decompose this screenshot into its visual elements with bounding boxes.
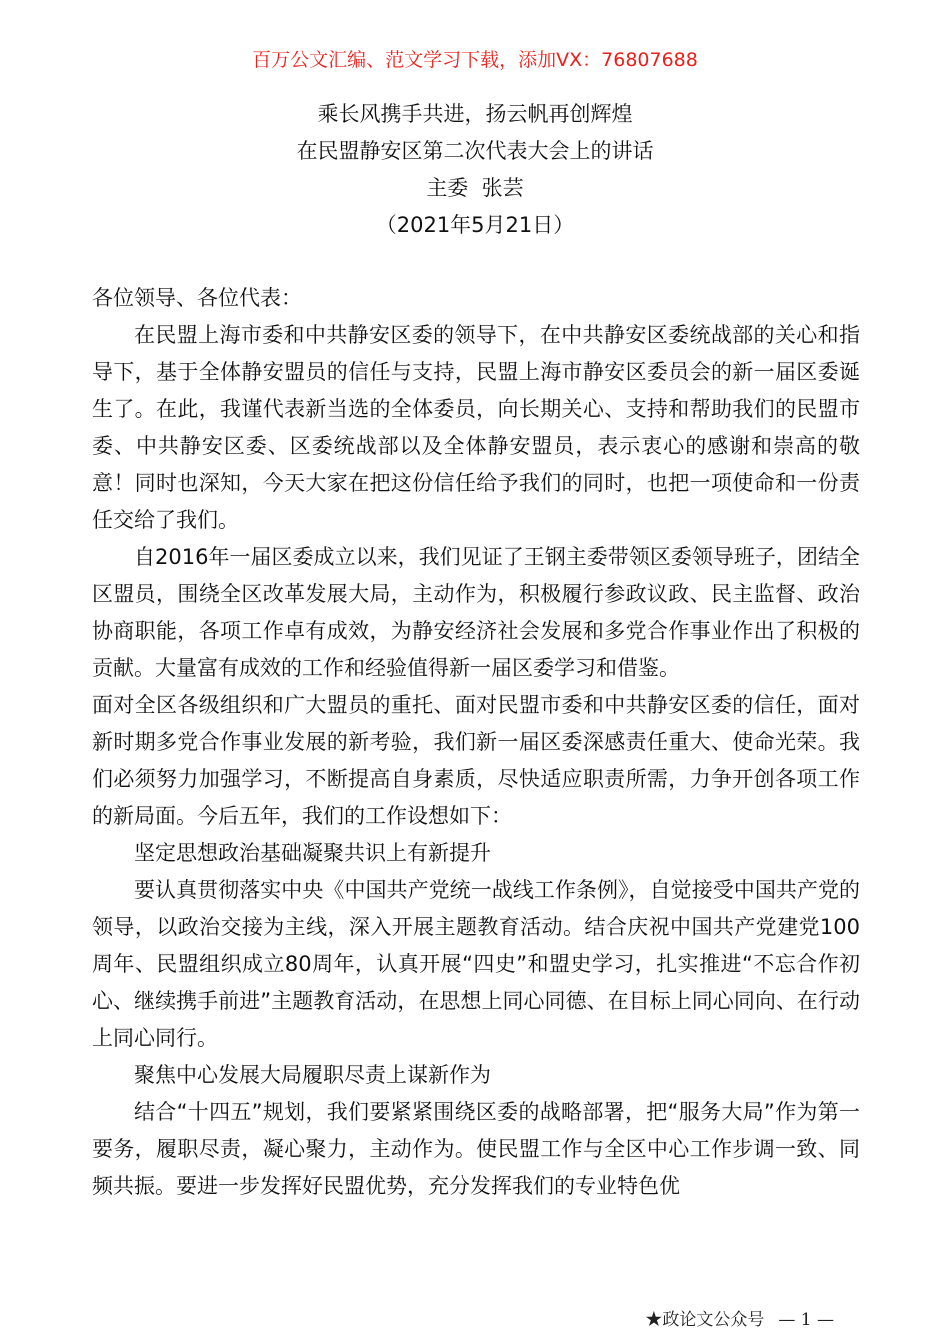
document-title: 乘长风携手共进，扬云帆再创辉煌 [317,102,633,126]
document-subtitle: 在民盟静安区第二次代表大会上的讲话 [296,139,654,163]
paragraph: 自2016年一届区委成立以来，我们见证了王钢主委带领区委领导班子，团结全区盟员，围绕全区改革发展大局，主动作为，积极履行参政议政、民主监督、政治协商职能，各项工作卓有成效，为静安经济社会发展和多党合作事业作出了积极的贡献。大量富有成效的工作和经验值得新一届区委学习和借鉴。 [92,545,860,680]
document-header [0,96,950,244]
paragraph: 在民盟上海市委和中共静安区委的领导下，在中共静安区委统战部的关心和指导下，基于全体静安盟员的信任与支持，民盟上海市静安区委员会的新一届区委诞生了。在此，我谨代表新当选的全体委员，向长期关心、支持和帮助我们的民盟市委、中共静安区委、区委统战部以及全体静安盟员，表示衷心的感谢和崇高的敬意！同时也深知，今天大家在把这份信任给予我们的同时，也把一项使命和一份责任交给了我们。 [92,323,860,532]
document-author: 主委 张芸 [426,176,524,200]
page-footer [645,1308,834,1332]
page-number: — 1 — [778,1310,834,1330]
promo-banner: 百万公文汇编、范文学习下载，添加VX：76807688 [252,49,698,71]
section-heading: 聚焦中心发展大局履职尽责上谋新作为 [134,1063,491,1087]
paragraph: 要认真贯彻落实中央《中国共产党统一战线工作条例》，自觉接受中国共产党的领导，以政治交接为主线，深入开展主题教育活动。结合庆祝中国共产党建党100周年、民盟组织成立80周年，认真开展“四史”和盟史学习，扎实推进“不忘合作初心、继续携手前进”主题教育活动，在思想上同心同德、在目标上同心同向、在行动上同心同行。 [92,878,860,1050]
document-body [92,280,860,1205]
footer-source: ★政论文公众号 [645,1310,765,1330]
section-heading: 坚定思想政治基础凝聚共识上有新提升 [134,841,491,865]
document-date: （2021年5月21日） [375,213,575,237]
paragraph: 结合“十四五”规划，我们要紧紧围绕区委的战略部署，把“服务大局”作为第一要务，履职尽责，凝心聚力，主动作为。使民盟工作与全区中心工作步调一致、同频共振。要进一步发挥好民盟优势，充分发挥我们的专业特色优 [92,1100,860,1198]
paragraph: 面对全区各级组织和广大盟员的重托、面对民盟市委和中共静安区委的信任，面对新时期多党合作事业发展的新考验，我们新一届区委深感责任重大、使命光荣。我们必须努力加强学习，不断提高自身素质，尽快适应职责所需，力争开创各项工作的新局面。今后五年，我们的工作设想如下： [92,693,860,828]
salutation: 各位领导、各位代表： [92,286,302,310]
